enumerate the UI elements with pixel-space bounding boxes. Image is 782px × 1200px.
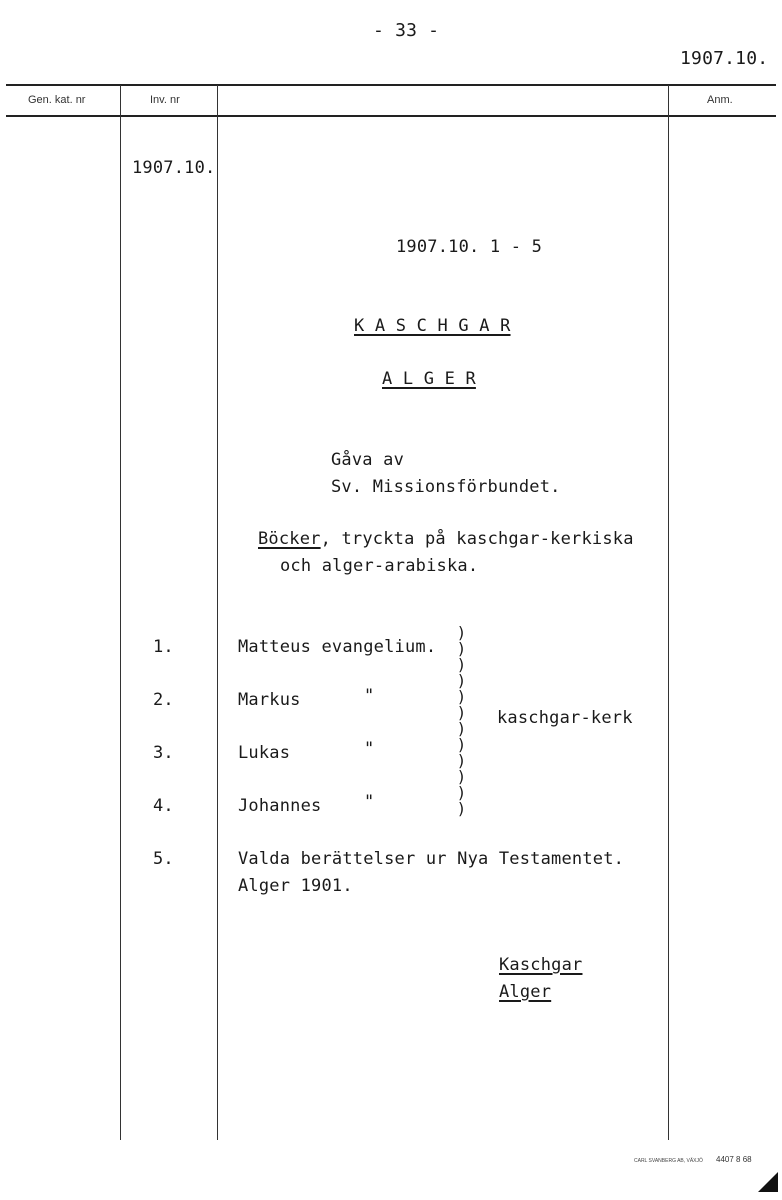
books-description-line2: och alger-arabiska.: [280, 556, 479, 576]
language-note: kaschgar-kerk: [497, 708, 633, 728]
grouping-brace: ) ) ) ) ) ) ) ) ) ) ) ): [458, 623, 465, 818]
sub-place-heading: A L G E R: [382, 369, 476, 389]
column-divider-3: [668, 85, 669, 1140]
footer-place-2: Alger: [499, 982, 552, 1002]
item-number: 3.: [153, 743, 174, 763]
number-range: 1907.10. 1 - 5: [396, 237, 543, 257]
item-title: Valda berättelser ur Nya Testamentet.: [238, 849, 625, 869]
item-number: 4.: [153, 796, 174, 816]
column-header-anm: Anm.: [707, 94, 733, 106]
item-title: Johannes: [238, 796, 322, 816]
item-title: Matteus evangelium.: [238, 637, 437, 657]
item-title-line2: Alger 1901.: [238, 876, 353, 896]
donor: Sv. Missionsförbundet.: [331, 477, 561, 497]
column-header-inv: Inv. nr: [150, 94, 180, 106]
gift-label: Gåva av: [331, 450, 405, 470]
column-header-gen-kat: Gen. kat. nr: [28, 94, 86, 106]
ditto-mark: ": [364, 792, 375, 812]
item-title: Markus: [238, 690, 301, 710]
books-description-rest: , tryckta på kaschgar-kerkiska: [320, 529, 634, 549]
printer-code: 4407 8 68: [716, 1155, 752, 1164]
page-number: - 33 -: [373, 20, 440, 41]
header-bottom-rule: [6, 115, 776, 117]
item-number: 5.: [153, 849, 174, 869]
inventory-number: 1907.10.: [132, 158, 216, 178]
place-heading: K A S C H G A R: [354, 316, 511, 336]
corner-mark-icon: [758, 1172, 778, 1192]
column-divider-2: [217, 85, 218, 1140]
ditto-mark: ": [364, 686, 375, 706]
column-divider-1: [120, 85, 121, 1140]
item-number: 1.: [153, 637, 174, 657]
books-description: [258, 529, 634, 549]
item-number: 2.: [153, 690, 174, 710]
printer-mark: CARL SVANBERG AB, VÄXJÖ: [634, 1158, 703, 1164]
reference-number: 1907.10.: [680, 48, 769, 69]
header-top-rule: [6, 84, 776, 86]
item-title: Lukas: [238, 743, 291, 763]
footer-place-1: Kaschgar: [499, 955, 583, 975]
books-word: Böcker: [258, 529, 321, 549]
ditto-mark: ": [364, 739, 375, 759]
